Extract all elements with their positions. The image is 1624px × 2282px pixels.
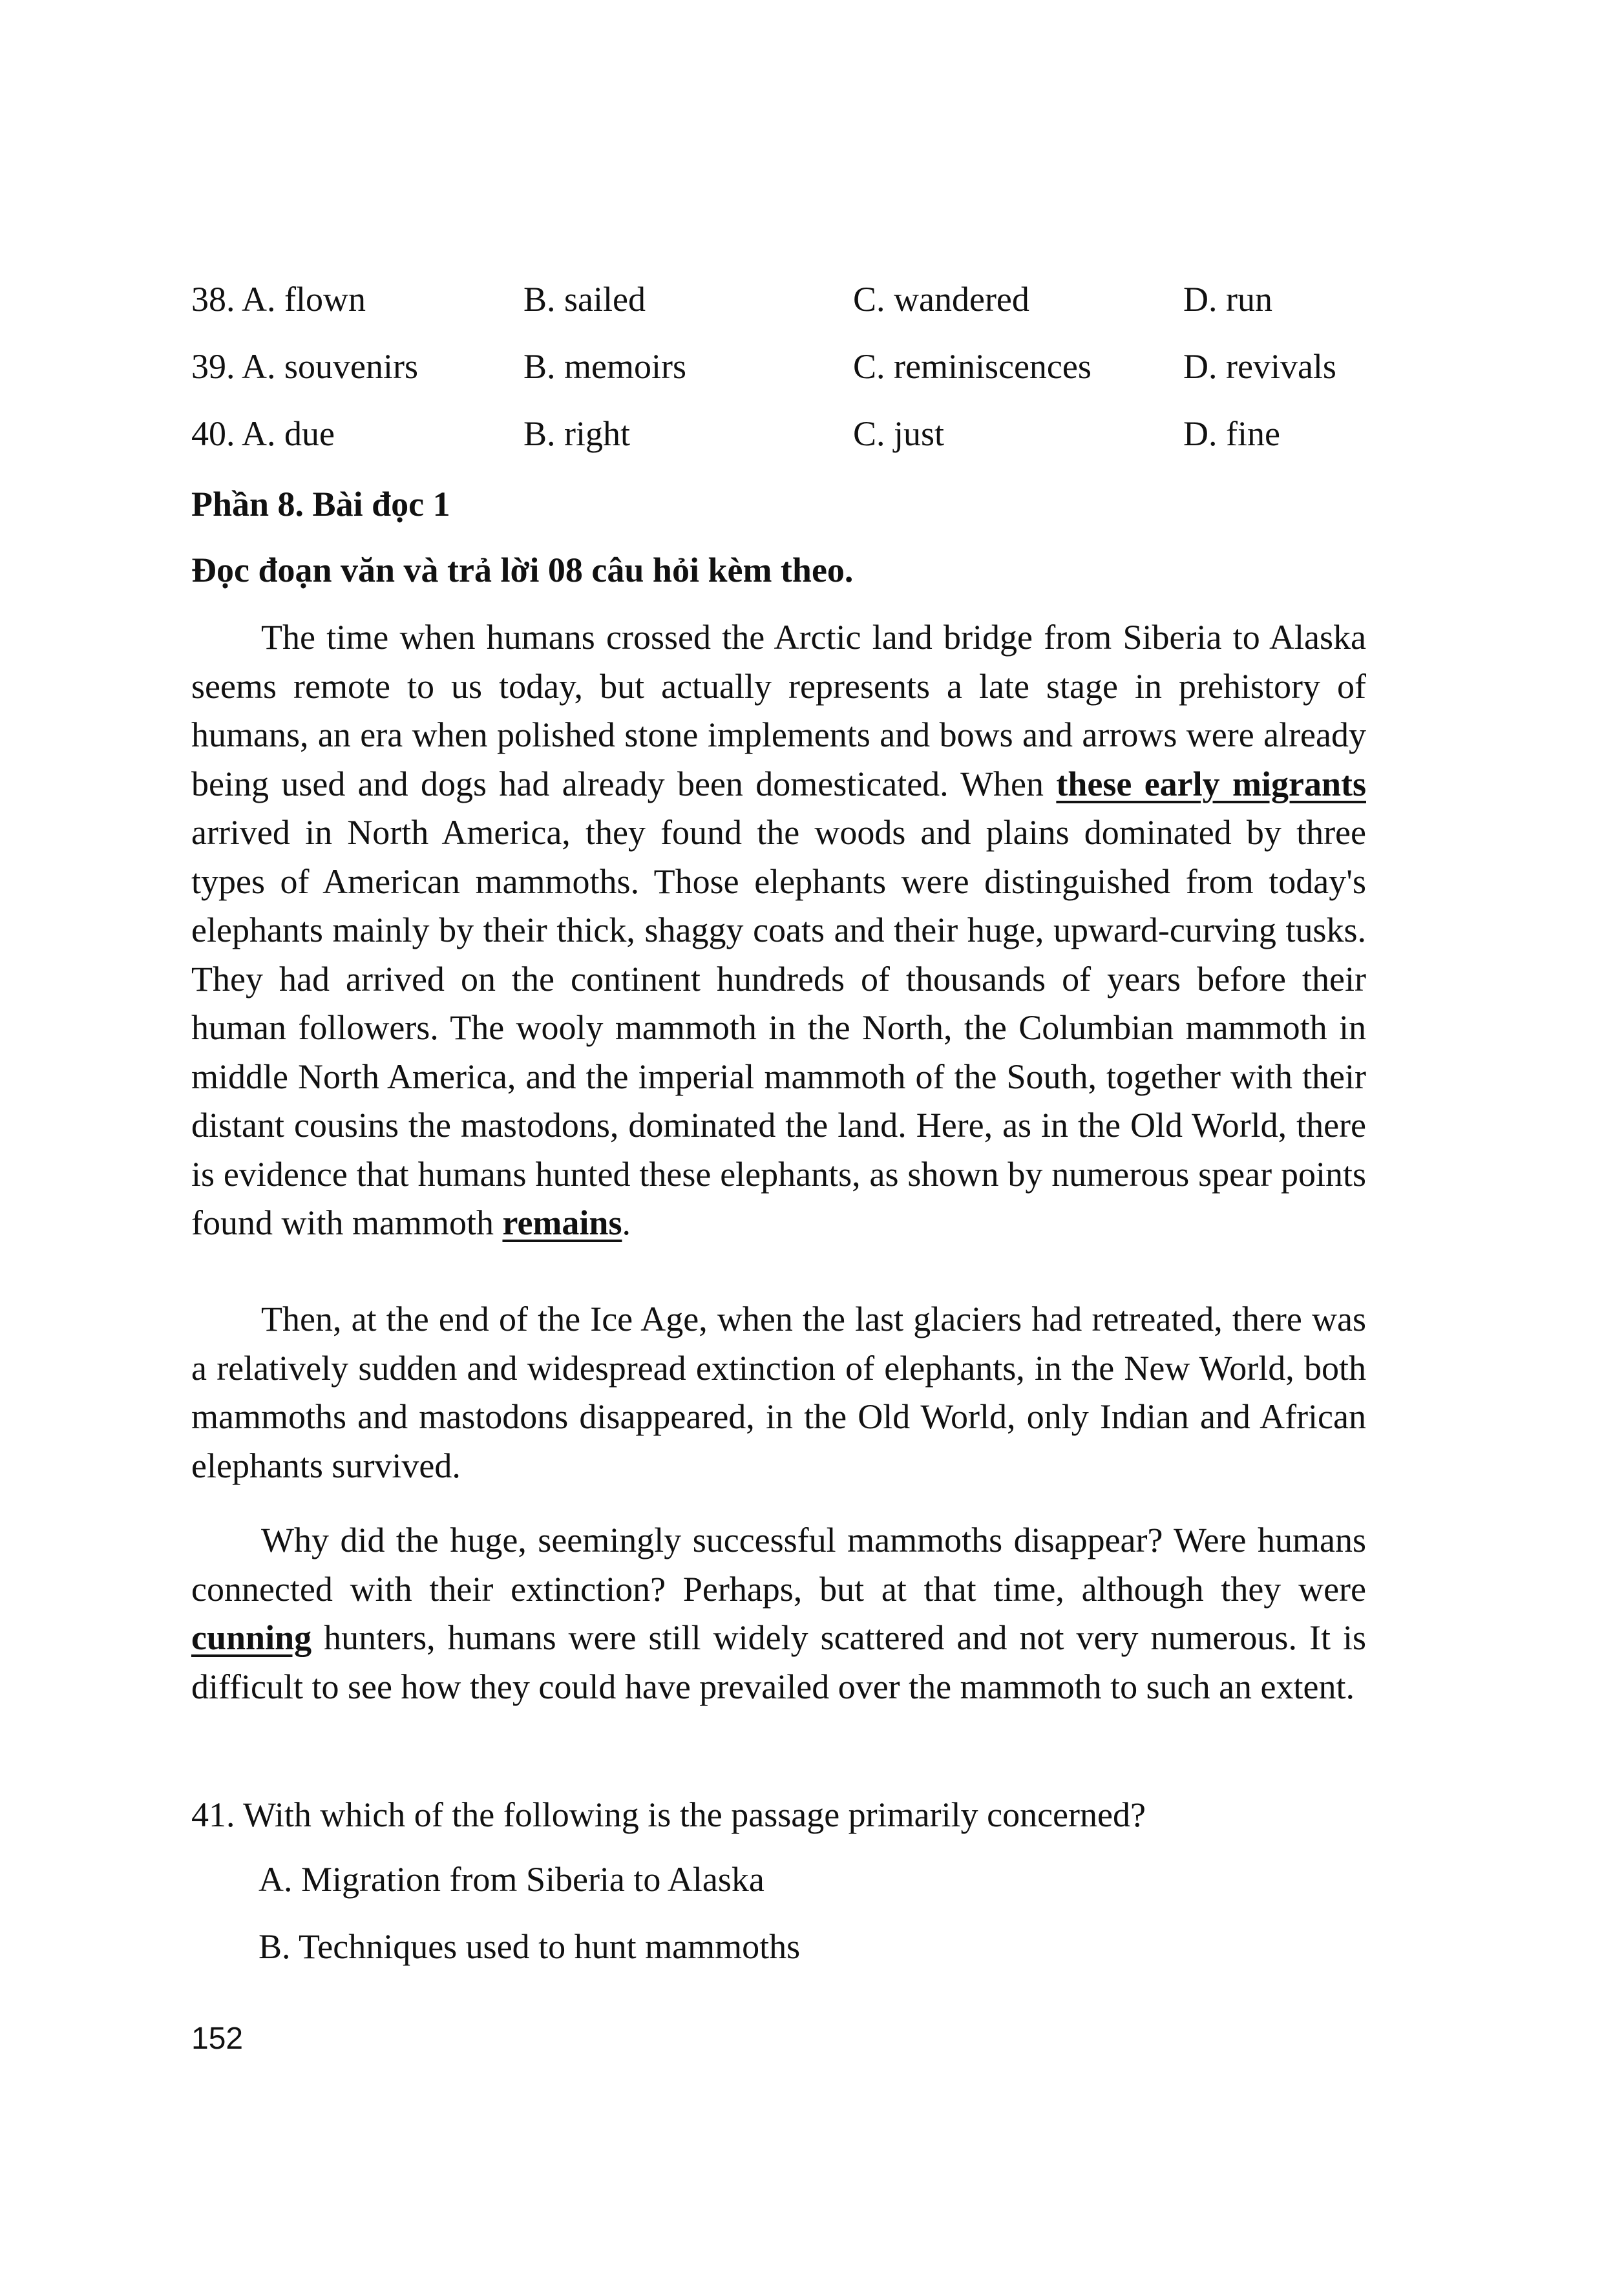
question-41: 41. With which of the following is the passage primarily concerned? <box>191 1795 1146 1834</box>
option-38-c: C. wandered <box>853 280 1029 319</box>
passage-text: hunters, humans were still widely scattered and not very numerous. It is difficult to see how they could have prevailed over the mammoth to such an extent. <box>191 1618 1366 1706</box>
section-instruction: Đọc đoạn văn và trả lời 08 câu hỏi kèm theo. <box>191 551 854 589</box>
answer-41-b: B. Techniques used to hunt mammoths <box>258 1927 801 1966</box>
passage-paragraph-3 <box>191 1516 1366 1711</box>
passage-paragraph-1 <box>191 613 1366 1248</box>
option-39-c: C. reminiscences <box>853 347 1091 386</box>
option-40-d: D. fine <box>1183 414 1280 453</box>
highlighted-word-cunning: cunning <box>191 1618 312 1657</box>
answer-41-a: A. Migration from Siberia to Alaska <box>258 1860 765 1899</box>
option-39-b: B. memoirs <box>523 347 686 386</box>
page-number: 152 <box>191 2022 244 2056</box>
highlighted-word-remains: remains <box>502 1203 622 1242</box>
option-40-b: B. right <box>523 414 631 453</box>
option-39-d: D. revivals <box>1183 347 1336 386</box>
options-row-39 <box>191 341 1458 392</box>
section-title: Phần 8. Bài đọc 1 <box>191 485 450 523</box>
options-row-38 <box>191 273 1458 325</box>
option-38-b: B. sailed <box>523 280 646 319</box>
passage-text: arrived in North America, they found the woods and plains dominated by three types of American mammoths. Those elephants were distinguished from today's elephants mainly by their thick, shaggy coats and their huge, upward-curving tusks. They had arrived on the continent hundreds of thousands of years before their human followers. The wooly mammoth in the North, the Columbian mammoth in middle North America, and the imperial mammoth of the South, together with their distant cousins the mastodons, dominated the land. Here, as in the Old World, there is evidence that humans hunted these elephants, as shown by numerous spear points found with mammoth <box>191 813 1366 1242</box>
passage-paragraph-2: Then, at the end of the Ice Age, when the last glaciers had retreated, there was a relatively sudden and widespread extinction of elephants, in the New World, both mammoths and mastodons disappeared, in the Old World, only Indian and African elephants survived. <box>191 1300 1366 1485</box>
passage-text: The time when humans crossed the Arctic land bridge from Siberia to Alaska seems remote to us today, but actually represents a late stage in prehistory of humans, an era when polished stone implements and bows and arrows were already being used and dogs had already been domesticated. When <box>191 618 1366 803</box>
passage-text: Why did the huge, seemingly successful mammoths disappear? Were humans connected with their extinction? Perhaps, but at that time, although they were <box>191 1521 1366 1609</box>
option-40-a: 40. A. due <box>191 414 335 453</box>
passage-text: . <box>622 1203 631 1242</box>
option-38-d: D. run <box>1183 280 1272 319</box>
option-39-a: 39. A. souvenirs <box>191 347 418 386</box>
option-38-a: 38. A. flown <box>191 280 366 319</box>
options-row-40 <box>191 408 1458 460</box>
option-40-c: C. just <box>853 414 945 453</box>
highlighted-phrase-early-migrants: these early migrants <box>1056 764 1366 803</box>
